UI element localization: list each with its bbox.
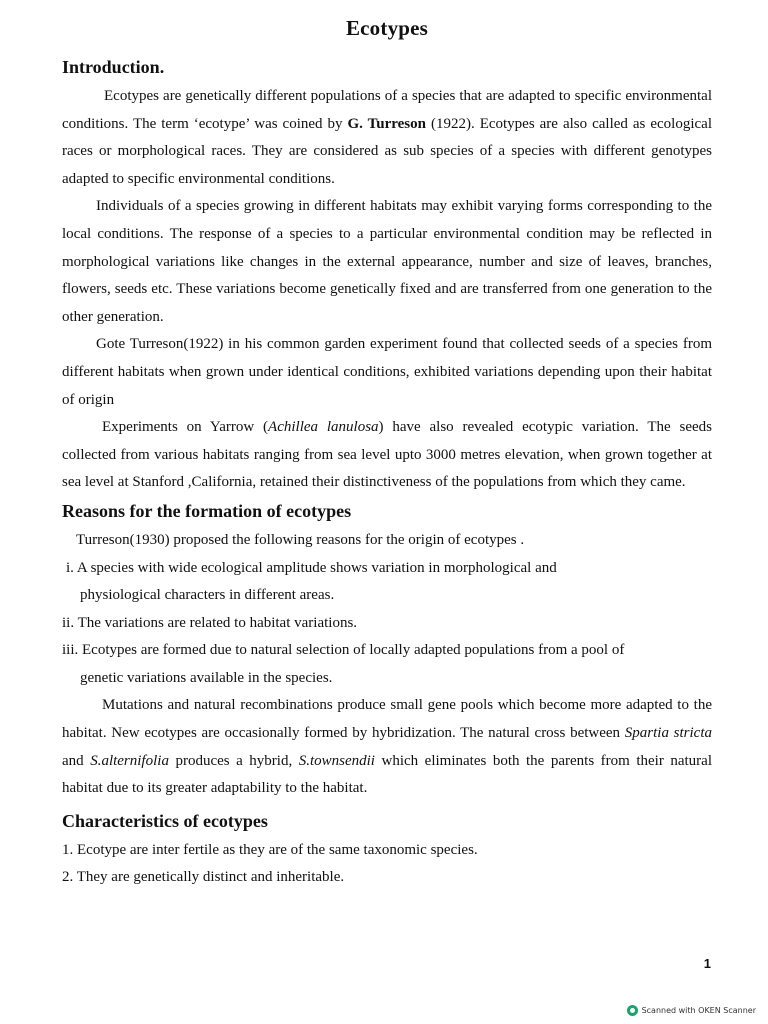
intro-p4-text-b: ) have also revealed ecotypic variation. The seeds collected from various habitats ranging from sea level upto 3000 metres elevation, when grown together at sea level at Stanford ,California, retained their distinctiveness of the populations from which they came.	[62, 419, 712, 491]
document-page	[62, 16, 712, 892]
reasons-heading: Reasons for the formation of ecotypes	[62, 500, 352, 521]
intro-p1-text-b: (1922). Ecotypes are also called as ecological races or morphological races. They are considered as sub species of a species with different genotypes adapted to specific environmental conditions.	[62, 115, 712, 187]
reasons-intro: Turreson(1930) proposed the following reasons for the origin of ecotypes .	[76, 531, 525, 548]
scanner-watermark	[627, 1005, 756, 1016]
characteristics-heading: Characteristics of ecotypes	[62, 810, 268, 831]
page-title: Ecotypes	[345, 16, 429, 40]
scanner-text: Scanned with OKEN Scanner	[641, 1006, 756, 1015]
introduction-heading: Introduction.	[62, 57, 165, 77]
reason-item-2: ii. The variations are related to habitat variations.	[62, 614, 358, 631]
oken-scanner-logo-icon	[627, 1005, 638, 1016]
reason-item-3-line-2: genetic variations available in the species.	[80, 669, 333, 686]
intro-p4-text-a: Experiments on Yarrow (	[102, 419, 269, 436]
reasons-p-text-d: which eliminates both the parents from their natural habitat due to its greater adaptability to the habitat.	[62, 752, 713, 797]
page-number: 1	[703, 956, 711, 971]
reason-item-3-line-1: iii. Ecotypes are formed due to natural selection of locally adapted populations from a pool of	[62, 642, 625, 659]
reasons-p-text-c: produces a hybrid,	[168, 752, 299, 769]
reason-item-1-line-1: i. A species with wide ecological amplitude shows variation in morphological and	[66, 559, 557, 576]
intro-paragraph-4	[62, 414, 712, 497]
intro-paragraph-3: Gote Turreson(1922) in his common garden experiment found that collected seeds of a species from different habitats when grown under identical conditions, exhibited variations depending upon their habitat of origin	[62, 336, 712, 408]
reason-item-1-line-2: physiological characters in different areas.	[80, 587, 335, 604]
reasons-p-text-b: and	[62, 752, 91, 769]
reasons-paragraph	[62, 692, 712, 802]
characteristic-item-2: 2. They are genetically distinct and inheritable.	[62, 869, 345, 886]
species-s-alternifolia: S.alternifolia	[90, 752, 169, 769]
reasons-p-text-a: Mutations and natural recombinations produce small gene pools which become more adapted to the habitat. New ecotypes are occasionally formed by hybridization. The natural cross between	[62, 697, 712, 742]
species-s-townsendii: S.townsendii	[298, 752, 375, 769]
intro-paragraph-1	[62, 83, 712, 193]
characteristic-item-1: 1. Ecotype are inter fertile as they are of the same taxonomic species.	[62, 841, 478, 858]
intro-paragraph-2: Individuals of a species growing in different habitats may exhibit varying forms corresponding to the local conditions. The response of a species to a particular environmental condition may be reflected in morphological variations like changes in the external appearance, number and size of leaves, branches, flowers, seeds etc. These variations become genetically fixed and are transferred from one generation to the other generation.	[62, 198, 712, 325]
intro-p1-author: G. Turreson	[347, 115, 426, 132]
intro-p4-species: Achillea lanulosa	[268, 419, 379, 436]
intro-p1-text-a: Ecotypes are genetically different populations of a species that are adapted to specific environmental conditions. The term ‘ecotype’ was coined by	[62, 88, 712, 132]
species-spartia-stricta: Spartia stricta	[624, 725, 712, 742]
